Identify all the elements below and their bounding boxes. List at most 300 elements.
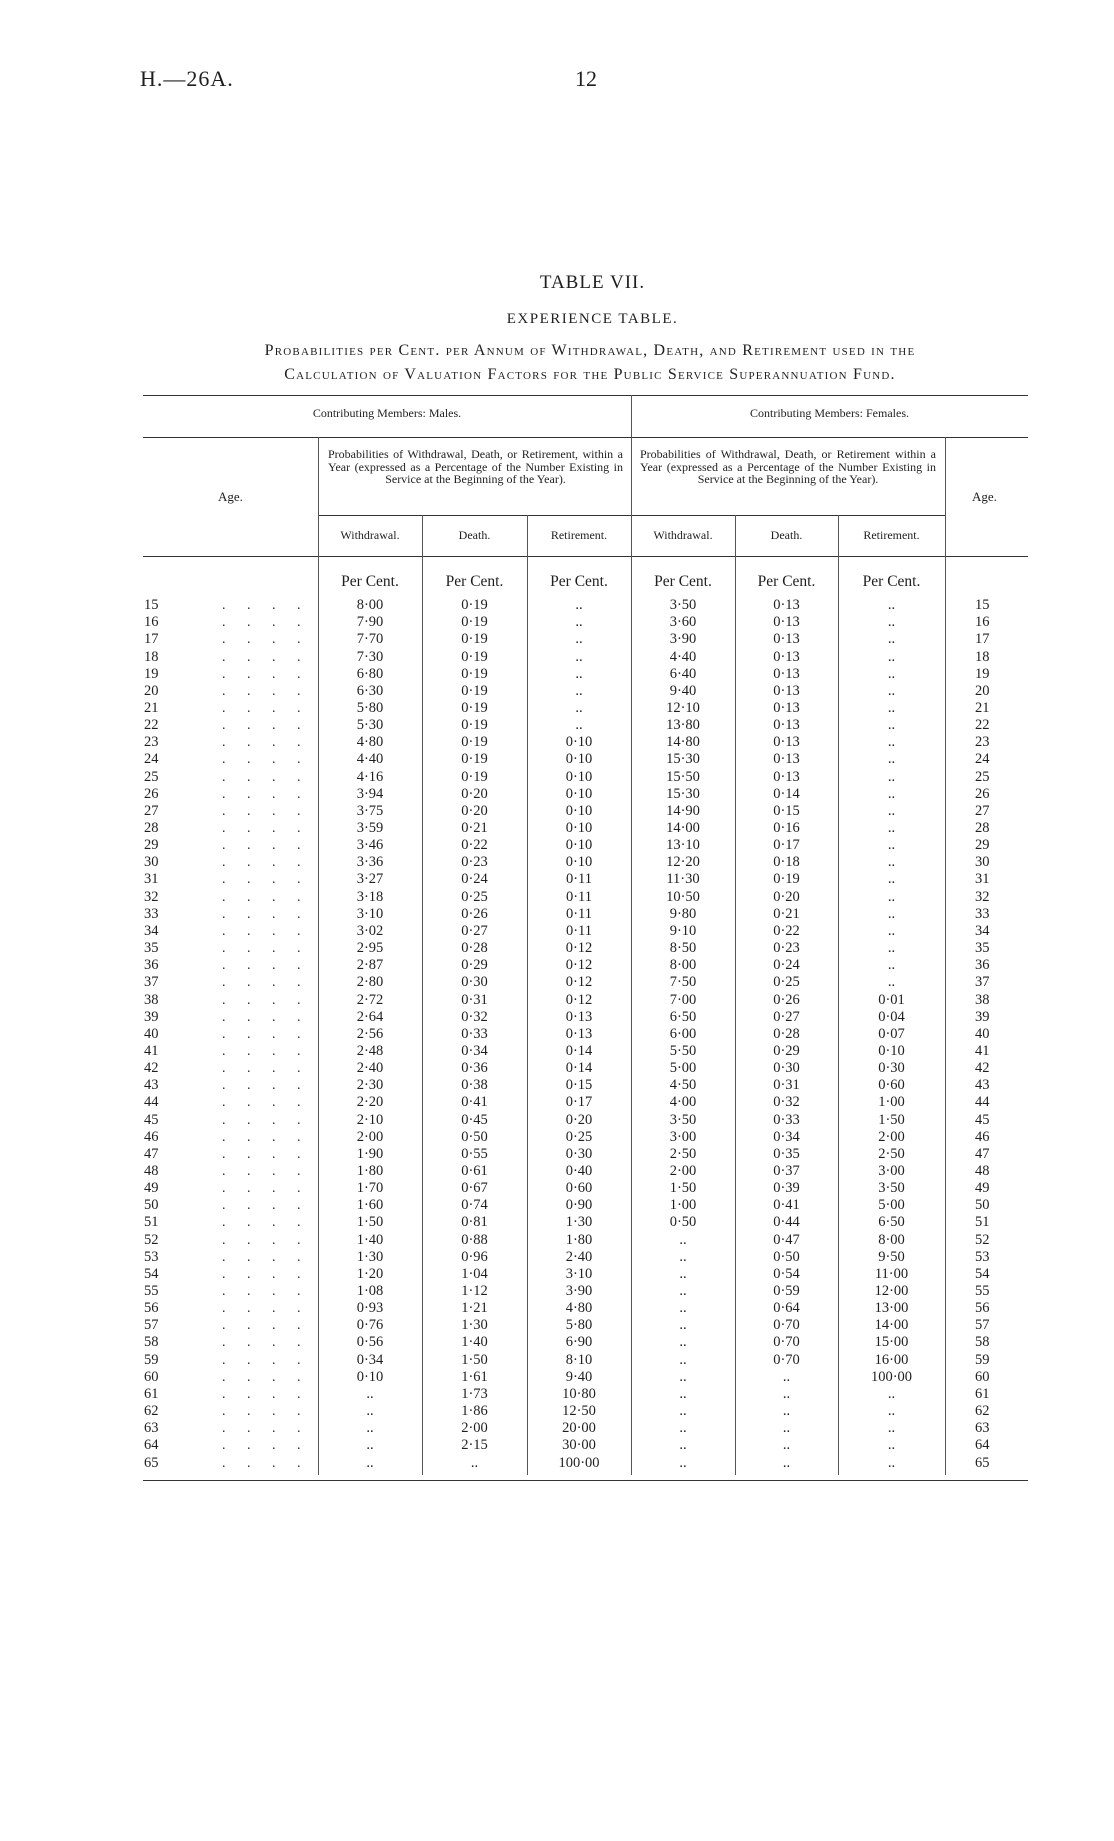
cell-retirement-males: ..: [575, 614, 583, 631]
cell-death-males: 0·61: [461, 1162, 488, 1179]
cell-withdrawal-males: 1·80: [356, 1162, 384, 1179]
column-header-rule: [143, 556, 1028, 557]
col-header-death-males: Death.: [458, 528, 491, 542]
page-number: 12: [575, 66, 597, 91]
age-left: 46: [144, 1128, 159, 1145]
cell-death-males: 0·19: [461, 597, 488, 613]
cell-withdrawal-males: 2·20: [356, 1094, 384, 1111]
cell-retirement-males: 0·30: [565, 1145, 593, 1162]
cell-retirement-females: 0·04: [878, 1008, 905, 1025]
cell-retirement-females: ..: [887, 1454, 896, 1471]
col-header-withdrawal-males: Withdrawal.: [340, 528, 400, 542]
cell-death-females: 0·13: [773, 631, 800, 648]
cell-death-males: 2·15: [461, 1437, 488, 1454]
row-leader-dots: . . . .: [222, 1335, 310, 1351]
cell-withdrawal-males: 0·10: [356, 1368, 384, 1385]
age-right: 22: [975, 717, 990, 733]
cell-withdrawal-males: 3·46: [356, 837, 384, 854]
cell-withdrawal-females: ..: [679, 1317, 687, 1334]
cell-death-males: 0·36: [461, 1060, 488, 1076]
cell-retirement-females: ..: [887, 1437, 896, 1454]
unit-label: Per Cent.: [654, 573, 712, 590]
age-right: 36: [975, 957, 990, 974]
cell-retirement-females: ..: [887, 717, 896, 733]
age-left: 27: [144, 802, 159, 819]
cell-retirement-females: 16·00: [874, 1351, 909, 1368]
age-right: 23: [975, 734, 990, 751]
cell-retirement-females: ..: [887, 905, 896, 922]
cell-death-males: 0·96: [461, 1248, 488, 1265]
cell-withdrawal-males: ..: [366, 1385, 374, 1402]
cell-withdrawal-females: 6·50: [669, 1008, 697, 1025]
table-bottom-rule: [143, 1480, 1028, 1481]
age-right: 35: [975, 940, 990, 956]
cell-death-males: 1·61: [461, 1368, 488, 1385]
cell-retirement-males: 0·10: [565, 854, 593, 871]
cell-retirement-females: ..: [887, 785, 896, 802]
age-left: 47: [144, 1145, 159, 1162]
cell-death-females: 0·50: [773, 1248, 800, 1265]
cell-withdrawal-males: 1·08: [356, 1283, 384, 1299]
cell-withdrawal-males: 2·80: [356, 974, 384, 991]
age-left: 36: [144, 957, 159, 974]
cell-withdrawal-males: 0·34: [356, 1351, 384, 1368]
cell-withdrawal-females: 8·00: [669, 957, 697, 974]
col-header-retirement-males: Retirement.: [550, 528, 608, 542]
age-right: 33: [975, 905, 990, 922]
cell-retirement-females: 9·50: [878, 1248, 905, 1265]
row-leader-dots: . . . .: [222, 769, 310, 785]
age-left: 24: [144, 751, 159, 768]
cell-death-females: 0·14: [773, 785, 800, 802]
prob-header-females: Probabilities of Withdrawal, Death, or Retirement within a Year (expressed as a Percentage of the Number Existing in Service at the Beginning of the Year).: [640, 447, 936, 486]
cell-retirement-males: 0·11: [565, 888, 593, 905]
cell-retirement-males: 0·90: [565, 1197, 593, 1214]
row-leader-dots: . . . .: [222, 1009, 310, 1025]
age-right: 27: [975, 802, 990, 819]
row-leader-dots: . . . .: [222, 1369, 310, 1385]
cell-death-females: 0·22: [773, 922, 800, 939]
age-left: 63: [144, 1420, 159, 1437]
cell-retirement-females: ..: [887, 854, 896, 871]
cell-retirement-females: 0·01: [878, 991, 905, 1008]
age-left: 41: [144, 1042, 159, 1059]
cell-death-females: 0·54: [773, 1265, 800, 1282]
cell-retirement-females: 5·00: [878, 1197, 905, 1214]
row-leader-dots: . . . .: [222, 632, 310, 648]
age-left: 57: [144, 1317, 159, 1334]
cell-death-females: ..: [782, 1454, 791, 1471]
age-left: 43: [144, 1077, 159, 1094]
unit-label: Per Cent.: [550, 573, 608, 590]
cell-death-males: 0·20: [461, 785, 488, 802]
cell-death-females: ..: [782, 1403, 791, 1419]
cell-retirement-males: 0·14: [565, 1042, 593, 1059]
age-left: 25: [144, 768, 159, 785]
cell-retirement-females: 0·60: [878, 1077, 905, 1094]
cell-death-males: 1·21: [461, 1300, 488, 1317]
cell-death-females: 0·28: [773, 1025, 800, 1042]
cell-withdrawal-females: 12·20: [666, 854, 700, 871]
cell-retirement-females: 0·30: [878, 1060, 905, 1076]
age-right: 64: [975, 1437, 990, 1454]
cell-withdrawal-females: 5·00: [669, 1060, 697, 1076]
cell-death-males: 0·21: [461, 820, 488, 836]
cell-retirement-males: 3·10: [565, 1265, 593, 1282]
row-leader-dots: . . . .: [222, 872, 310, 888]
cell-retirement-females: 12·00: [874, 1283, 909, 1299]
cell-retirement-females: 3·00: [878, 1162, 905, 1179]
cell-retirement-females: ..: [887, 665, 896, 682]
table-top-rule: [143, 395, 1028, 396]
age-right: 20: [975, 682, 990, 699]
cell-withdrawal-females: 2·00: [669, 1162, 697, 1179]
cell-withdrawal-females: 3·50: [669, 1111, 697, 1128]
cell-retirement-females: 100·00: [870, 1368, 913, 1385]
cell-withdrawal-females: 1·00: [669, 1197, 697, 1214]
row-leader-dots: . . . .: [222, 1078, 310, 1094]
cell-withdrawal-males: 0·93: [356, 1300, 384, 1317]
row-leader-dots: . . . .: [222, 1061, 310, 1076]
cell-retirement-males: 0·12: [565, 974, 593, 991]
cell-retirement-females: 11·00: [874, 1265, 909, 1282]
row-leader-dots: . . . .: [222, 1266, 310, 1282]
cell-retirement-males: 1·30: [565, 1214, 593, 1231]
age-right: 24: [975, 751, 990, 768]
cell-retirement-males: 0·10: [565, 768, 593, 785]
cell-retirement-females: 2·00: [878, 1128, 905, 1145]
cell-retirement-males: 0·25: [565, 1128, 593, 1145]
cell-death-males: 0·38: [461, 1077, 488, 1094]
age-right: 28: [975, 820, 990, 836]
cell-withdrawal-females: 14·00: [666, 820, 700, 836]
cell-death-males: 1·30: [461, 1317, 488, 1334]
row-leader-dots: . . . .: [222, 838, 310, 854]
cell-withdrawal-females: 15·50: [666, 768, 700, 785]
cell-withdrawal-males: 3·10: [356, 905, 384, 922]
cell-death-females: 0·21: [773, 905, 800, 922]
cell-retirement-males: 0·11: [565, 871, 593, 888]
row-leader-dots: . . . .: [222, 700, 310, 716]
cell-withdrawal-females: 14·80: [666, 734, 700, 751]
age-right: 56: [975, 1300, 990, 1317]
cell-withdrawal-females: 11·30: [666, 871, 700, 888]
cell-death-females: 0·70: [773, 1334, 800, 1351]
cell-retirement-females: ..: [887, 734, 896, 751]
cell-withdrawal-males: 3·27: [356, 871, 384, 888]
cell-death-females: 0·24: [773, 957, 800, 974]
cell-withdrawal-females: 3·00: [669, 1128, 697, 1145]
age-left: 44: [144, 1094, 159, 1111]
cell-death-females: ..: [782, 1368, 791, 1385]
cell-death-females: 0·13: [773, 648, 800, 665]
age-right: 45: [975, 1111, 990, 1128]
cell-death-females: 0·19: [773, 871, 800, 888]
cell-retirement-males: 0·60: [565, 1180, 593, 1197]
cell-death-males: 0·74: [461, 1197, 488, 1214]
cell-death-males: 0·30: [461, 974, 488, 991]
cell-retirement-males: 30·00: [562, 1437, 596, 1454]
cell-withdrawal-females: 9·10: [669, 922, 697, 939]
document-reference: H.—26A.: [140, 66, 234, 91]
cell-death-males: 0·31: [461, 991, 488, 1008]
cell-death-males: 0·19: [461, 751, 488, 768]
age-left: 26: [144, 785, 159, 802]
cell-retirement-males: ..: [575, 665, 583, 682]
table-title: TABLE VII.: [539, 272, 646, 293]
row-leader-dots: . . . .: [222, 1301, 310, 1317]
row-leader-dots: . . . .: [222, 1438, 310, 1454]
cell-withdrawal-females: ..: [679, 1437, 687, 1454]
row-leader-dots: . . . .: [222, 1181, 310, 1197]
cell-death-females: 0·70: [773, 1317, 800, 1334]
cell-death-females: ..: [782, 1385, 791, 1402]
cell-death-males: 0·88: [461, 1231, 488, 1248]
cell-death-females: 0·30: [773, 1060, 800, 1076]
row-leader-dots: . . . .: [222, 1232, 310, 1248]
age-right: 34: [975, 922, 990, 939]
table-description-line-2: Calculation of Valuation Factors for the Public Service Superannuation Fund.: [284, 366, 896, 383]
age-left: 28: [144, 820, 159, 836]
cell-retirement-males: 5·80: [565, 1317, 593, 1334]
age-right: 62: [975, 1403, 990, 1419]
cell-retirement-females: 0·07: [878, 1025, 905, 1042]
age-right: 41: [975, 1042, 990, 1059]
unit-label: Per Cent.: [862, 573, 921, 590]
row-leader-dots: . . . .: [222, 923, 310, 939]
age-right: 37: [975, 974, 990, 991]
cell-withdrawal-males: 4·40: [356, 751, 384, 768]
cell-retirement-females: 1·00: [878, 1094, 905, 1111]
cell-retirement-males: 3·90: [565, 1283, 593, 1299]
cell-withdrawal-females: 4·50: [669, 1077, 697, 1094]
cell-withdrawal-males: 0·76: [356, 1317, 384, 1334]
age-right: 53: [975, 1248, 990, 1265]
age-left: 19: [144, 665, 159, 682]
table-subtitle: EXPERIENCE TABLE.: [506, 311, 679, 327]
age-left: 21: [144, 699, 159, 716]
cell-retirement-females: ..: [887, 648, 896, 665]
cell-death-females: ..: [782, 1437, 791, 1454]
age-right: 16: [975, 614, 990, 631]
cell-death-males: 1·40: [461, 1334, 488, 1351]
age-left: 60: [144, 1368, 159, 1385]
cell-withdrawal-males: ..: [366, 1437, 374, 1454]
cell-withdrawal-males: 4·16: [356, 768, 384, 785]
cell-retirement-males: 2·40: [565, 1248, 593, 1265]
cell-withdrawal-females: ..: [679, 1368, 687, 1385]
age-right: 49: [975, 1180, 990, 1197]
col-header-death-females: Death.: [770, 528, 803, 542]
cell-retirement-males: 0·17: [565, 1094, 593, 1111]
cell-withdrawal-males: ..: [366, 1420, 374, 1437]
cell-withdrawal-females: 15·30: [666, 785, 700, 802]
cell-death-males: 1·73: [461, 1385, 488, 1402]
cell-retirement-males: 6·90: [565, 1334, 593, 1351]
cell-withdrawal-females: 15·30: [666, 751, 700, 768]
cell-withdrawal-females: ..: [679, 1403, 687, 1419]
cell-withdrawal-females: ..: [679, 1283, 687, 1299]
cell-death-females: 0·33: [773, 1111, 800, 1128]
cell-retirement-females: 6·50: [878, 1214, 905, 1231]
age-left: 37: [144, 974, 159, 991]
row-leader-dots: . . . .: [222, 1249, 310, 1265]
age-left: 29: [144, 837, 159, 854]
cell-withdrawal-males: 1·50: [356, 1214, 384, 1231]
group-header-rule: [143, 437, 1028, 438]
cell-retirement-females: ..: [887, 871, 896, 888]
age-left: 61: [144, 1385, 159, 1402]
cell-death-females: 0·29: [773, 1042, 800, 1059]
cell-death-females: 0·35: [773, 1145, 800, 1162]
cell-retirement-females: 3·50: [878, 1180, 905, 1197]
row-leader-dots: . . . .: [222, 1386, 310, 1402]
cell-withdrawal-females: ..: [679, 1385, 687, 1402]
cell-death-males: 0·50: [461, 1128, 488, 1145]
age-right: 42: [975, 1060, 990, 1076]
cell-retirement-males: 8·10: [565, 1351, 593, 1368]
row-leader-dots: . . . .: [222, 1026, 310, 1042]
cell-retirement-males: 12·50: [562, 1403, 596, 1419]
cell-withdrawal-females: 7·00: [669, 991, 697, 1008]
age-left: 56: [144, 1300, 159, 1317]
age-right: 43: [975, 1077, 990, 1094]
cell-withdrawal-males: 2·95: [356, 940, 384, 956]
row-leader-dots: . . . .: [222, 1095, 310, 1111]
cell-death-females: 0·59: [773, 1283, 800, 1299]
cell-withdrawal-males: 1·60: [356, 1197, 384, 1214]
cell-death-males: 0·67: [461, 1180, 488, 1197]
cell-retirement-females: ..: [887, 1385, 896, 1402]
cell-death-males: 0·27: [461, 922, 488, 939]
cell-death-females: 0·13: [773, 682, 800, 699]
cell-withdrawal-males: 1·70: [356, 1180, 384, 1197]
age-left: 38: [144, 991, 159, 1008]
cell-retirement-females: ..: [887, 837, 896, 854]
cell-withdrawal-males: 6·80: [356, 665, 384, 682]
cell-withdrawal-males: 6·30: [356, 682, 384, 699]
group-header-males: Contributing Members: Males.: [312, 406, 462, 420]
row-leader-dots: . . . .: [222, 889, 310, 905]
cell-retirement-females: 0·10: [878, 1042, 905, 1059]
cell-withdrawal-females: 12·10: [666, 699, 700, 716]
cell-death-males: 1·86: [461, 1403, 488, 1419]
age-left: 53: [144, 1248, 159, 1265]
age-left: 40: [144, 1025, 159, 1042]
cell-withdrawal-males: 2·00: [356, 1128, 384, 1145]
cell-death-males: 0·33: [461, 1025, 488, 1042]
cell-retirement-males: 0·12: [565, 957, 593, 974]
age-left: 17: [144, 631, 159, 648]
cell-retirement-males: ..: [575, 717, 583, 733]
cell-death-males: 0·32: [461, 1008, 488, 1025]
row-leader-dots: . . . .: [222, 958, 310, 974]
age-left: 15: [144, 597, 159, 613]
cell-withdrawal-females: ..: [679, 1420, 687, 1437]
cell-withdrawal-males: 3·36: [356, 854, 384, 871]
cell-withdrawal-females: ..: [679, 1265, 687, 1282]
age-right: 65: [975, 1454, 990, 1471]
row-leader-dots: . . . .: [222, 1215, 310, 1231]
age-left: 59: [144, 1351, 159, 1368]
cell-death-males: 0·25: [461, 888, 488, 905]
row-leader-dots: . . . .: [222, 1352, 310, 1368]
age-right: 31: [975, 871, 990, 888]
age-left: 51: [144, 1214, 159, 1231]
cell-retirement-males: ..: [575, 631, 583, 648]
age-right: 40: [975, 1025, 990, 1042]
age-right: 26: [975, 785, 990, 802]
cell-death-males: 1·50: [461, 1351, 488, 1368]
cell-withdrawal-males: 1·20: [356, 1265, 384, 1282]
cell-withdrawal-males: 3·94: [356, 785, 384, 802]
row-leader-dots: . . . .: [222, 1198, 310, 1214]
cell-withdrawal-males: 2·30: [356, 1077, 384, 1094]
cell-withdrawal-males: 2·56: [356, 1025, 384, 1042]
cell-withdrawal-females: 10·50: [666, 888, 700, 905]
cell-withdrawal-females: 14·90: [666, 802, 700, 819]
cell-death-females: 0·44: [773, 1214, 800, 1231]
age-left: 62: [144, 1403, 159, 1419]
cell-withdrawal-males: 2·48: [356, 1042, 384, 1059]
cell-retirement-males: 4·80: [565, 1300, 593, 1317]
cell-retirement-females: ..: [887, 820, 896, 836]
cell-death-males: 0·19: [461, 614, 488, 631]
cell-death-females: 0·17: [773, 837, 800, 854]
age-left: 52: [144, 1231, 159, 1248]
cell-death-females: 0·39: [773, 1180, 800, 1197]
cell-retirement-males: 0·13: [565, 1025, 593, 1042]
cell-death-males: 0·28: [461, 940, 488, 956]
cell-withdrawal-females: 5·50: [669, 1042, 697, 1059]
cell-retirement-males: 0·10: [565, 785, 593, 802]
cell-death-males: 0·55: [461, 1145, 488, 1162]
row-leader-dots: . . . .: [222, 821, 310, 836]
cell-withdrawal-males: 2·72: [356, 991, 384, 1008]
cell-withdrawal-females: 1·50: [669, 1180, 697, 1197]
age-right: 39: [975, 1008, 990, 1025]
row-leader-dots: . . . .: [222, 786, 310, 802]
age-right: 19: [975, 665, 990, 682]
cell-retirement-females: 14·00: [874, 1317, 909, 1334]
cell-withdrawal-males: 2·40: [356, 1060, 384, 1076]
cell-death-males: 0·29: [461, 957, 488, 974]
age-right: 30: [975, 854, 990, 871]
row-leader-dots: . . . .: [222, 615, 310, 631]
cell-death-females: 0·16: [773, 820, 800, 836]
row-leader-dots: . . . .: [222, 1112, 310, 1128]
cell-death-males: 0·19: [461, 648, 488, 665]
cell-death-females: 0·26: [773, 991, 800, 1008]
age-left: 16: [144, 614, 159, 631]
cell-retirement-males: 0·20: [565, 1111, 593, 1128]
age-left: 58: [144, 1334, 159, 1351]
cell-retirement-females: 1·50: [878, 1111, 905, 1128]
row-leader-dots: . . . .: [222, 1455, 310, 1471]
age-right: 63: [975, 1420, 990, 1437]
cell-withdrawal-females: ..: [679, 1248, 687, 1265]
cell-withdrawal-males: 3·59: [356, 820, 384, 836]
cell-death-males: 0·19: [461, 631, 488, 648]
cell-death-females: 0·13: [773, 717, 800, 733]
cell-withdrawal-females: 9·80: [669, 905, 697, 922]
age-left: 45: [144, 1111, 159, 1128]
cell-retirement-males: 20·00: [562, 1420, 596, 1437]
cell-death-males: ..: [470, 1454, 479, 1471]
age-column-rule-right: [945, 437, 946, 1475]
age-right: 48: [975, 1162, 990, 1179]
cell-withdrawal-males: ..: [366, 1454, 374, 1471]
